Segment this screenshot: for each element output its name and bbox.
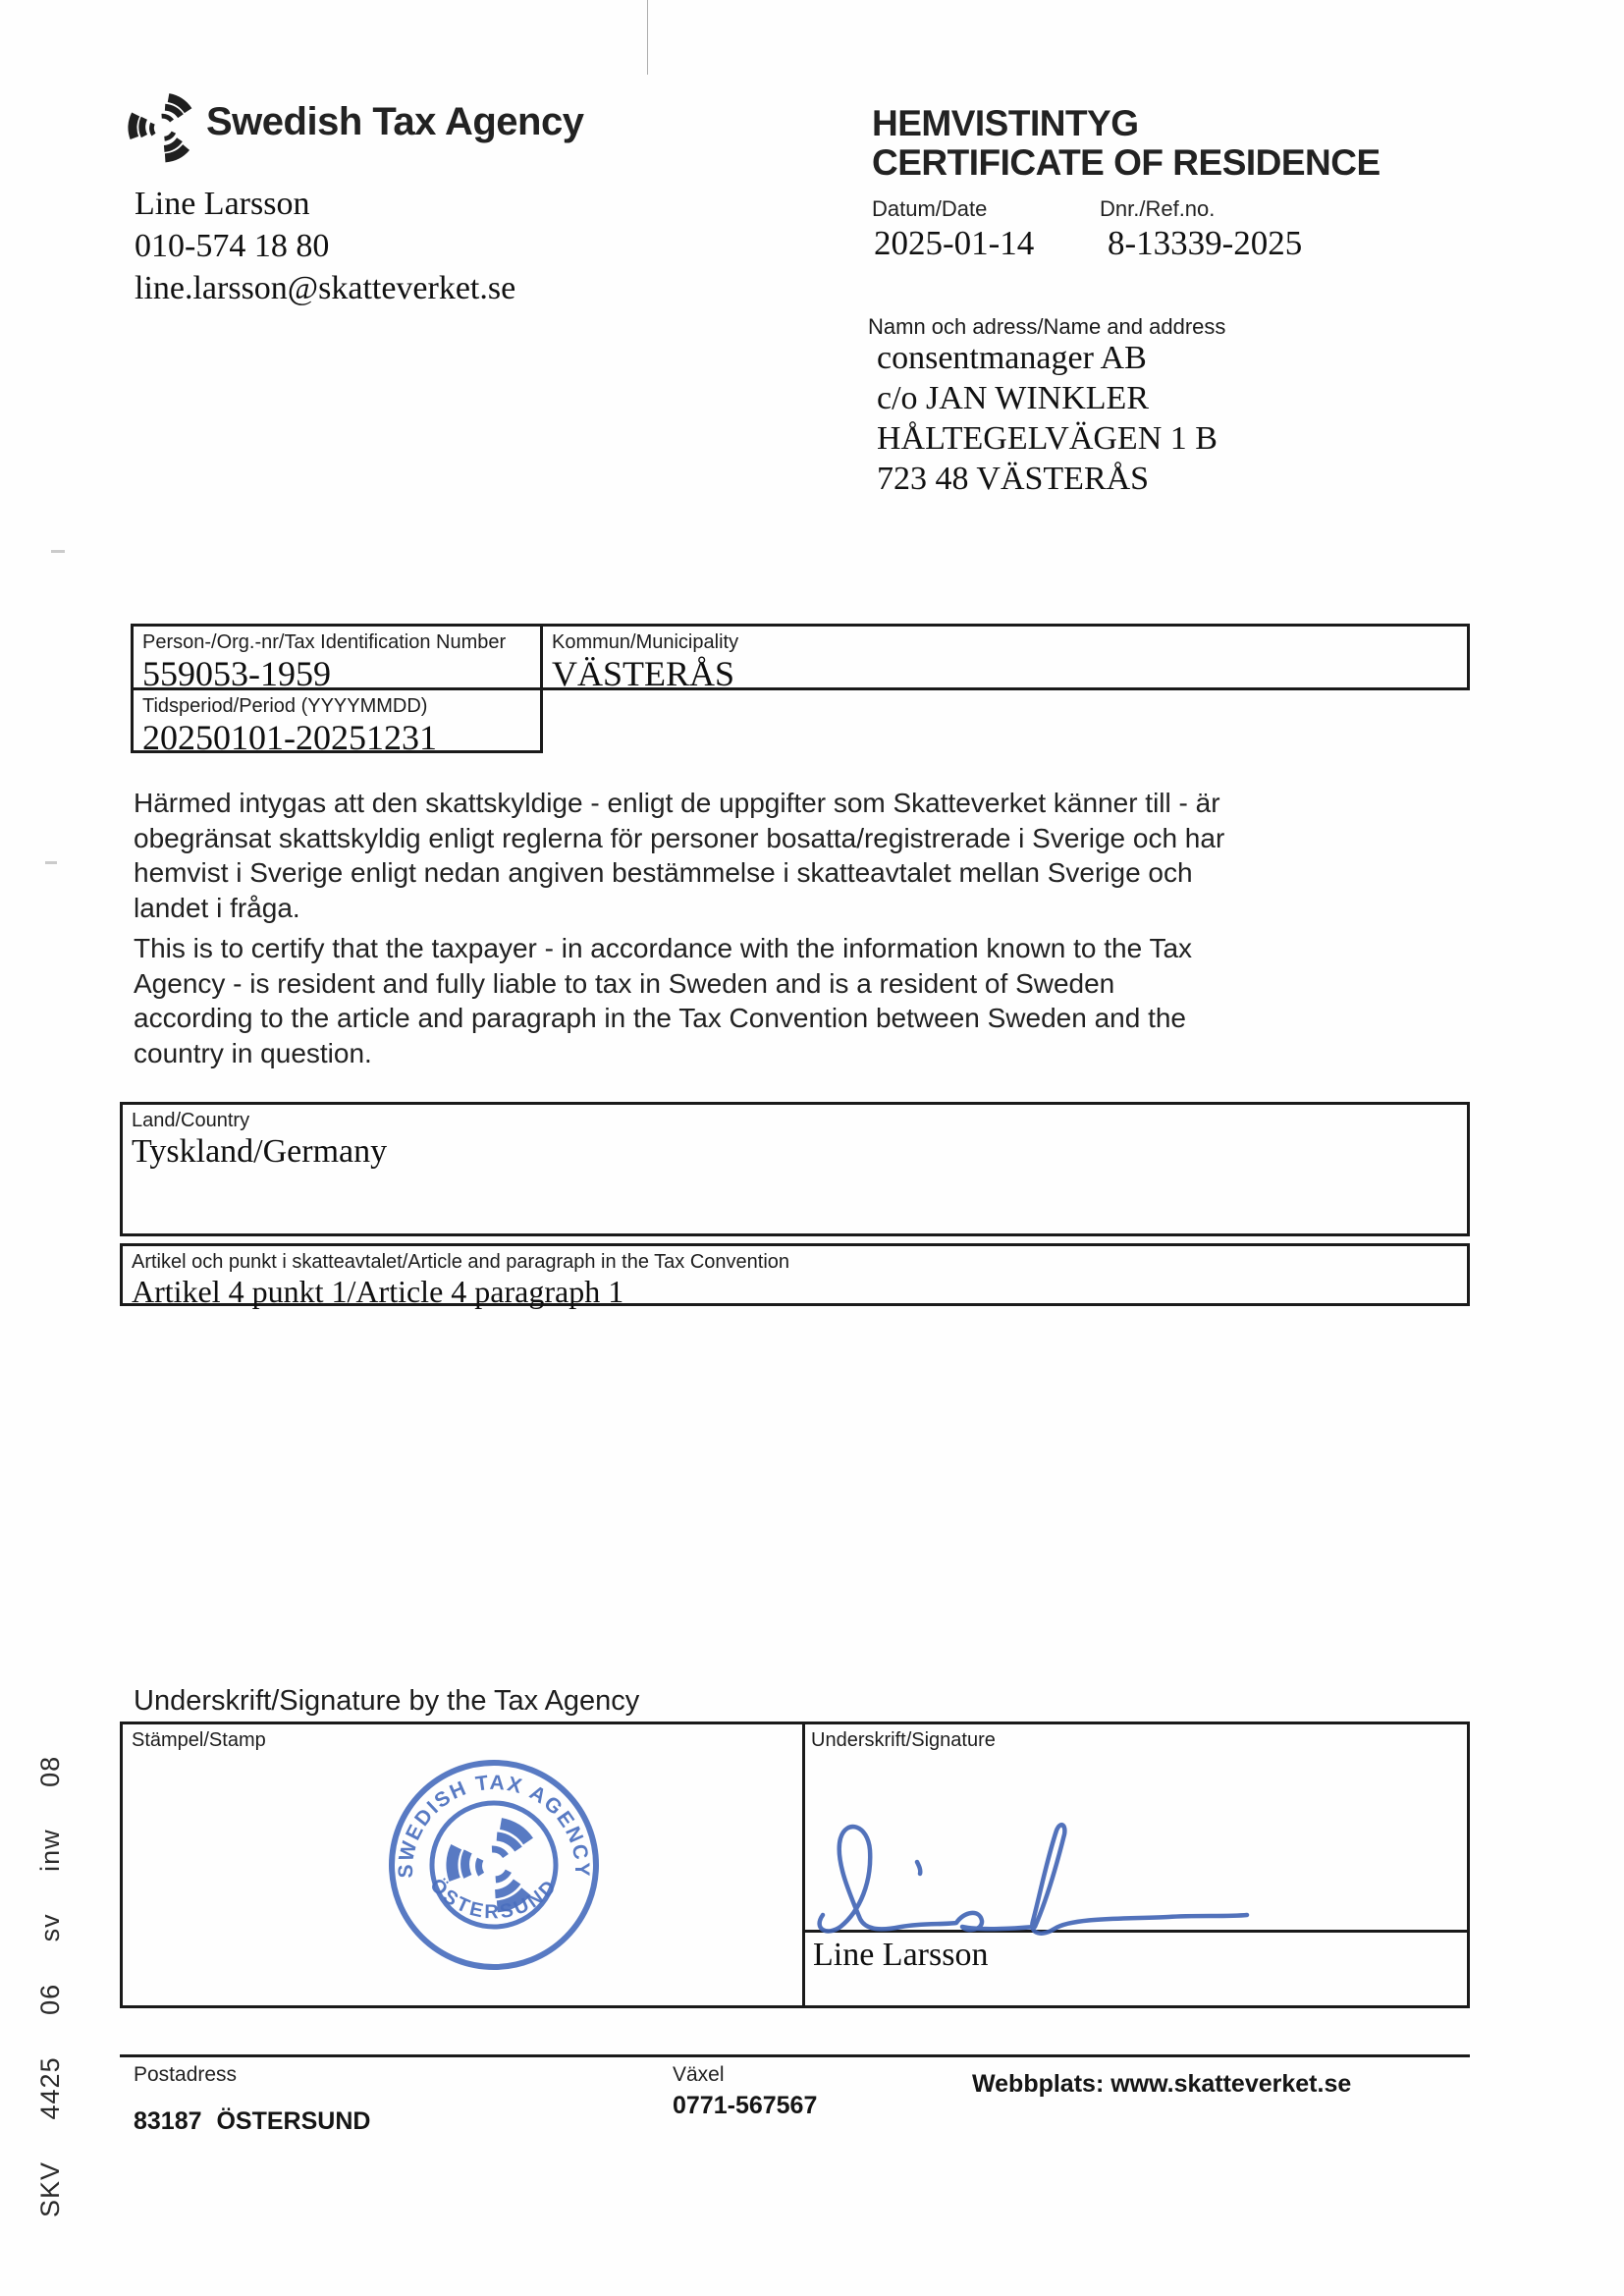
certification-paragraph-english: This is to certify that the taxpayer - in accordance with the information known to the Tax Agency - is resident and fully liable to tax in Sweden and is a resident of Sweden according to the article and paragraph in the Tax Convention between Sweden and the country in question. bbox=[134, 933, 1193, 1068]
tax-agency-logo-icon bbox=[128, 90, 198, 165]
scan-artifact-line bbox=[647, 0, 648, 75]
period-value: 20250101-20251231 bbox=[142, 718, 437, 757]
period-cell bbox=[131, 687, 543, 757]
contact-email: line.larsson@skatteverket.se bbox=[135, 270, 516, 306]
tax-id-value: 559053-1959 bbox=[142, 654, 331, 693]
address-line: c/o JAN WINKLER bbox=[877, 380, 1149, 416]
stamp-text-top: SWEDISH TAX AGENCY bbox=[394, 1771, 594, 1879]
tax-agency-stamp bbox=[380, 1751, 608, 1979]
document-title-english: CERTIFICATE OF RESIDENCE bbox=[872, 142, 1380, 183]
address-line: 723 48 VÄSTERÅS bbox=[877, 461, 1150, 497]
municipality-cell bbox=[543, 624, 1470, 693]
phone-label: Växel bbox=[673, 2063, 725, 2086]
article-label: Artikel och punkt i skatteavtalet/Article and paragraph in the Tax Convention bbox=[132, 1251, 790, 1273]
tax-id-cell bbox=[131, 624, 543, 693]
date-label: Datum/Date bbox=[872, 196, 988, 221]
tax-id-label: Person-/Org.-nr/Tax Identification Number bbox=[142, 631, 507, 653]
document-title bbox=[872, 104, 1380, 183]
country-value: Tyskland/Germany bbox=[132, 1133, 388, 1170]
contact-phone: 010-574 18 80 bbox=[135, 228, 330, 264]
signer-name: Line Larsson bbox=[813, 1937, 989, 1973]
signature-box-divider bbox=[802, 1724, 805, 2005]
stamp-label: Stämpel/Stamp bbox=[132, 1729, 266, 1751]
scan-artifact-mark bbox=[45, 861, 57, 864]
address-block bbox=[877, 338, 1218, 499]
country-label: Land/Country bbox=[132, 1110, 250, 1131]
contact-name: Line Larsson bbox=[135, 186, 310, 222]
article-value: Artikel 4 punkt 1/Article 4 paragraph 1 bbox=[132, 1274, 624, 1309]
municipality-label: Kommun/Municipality bbox=[552, 631, 739, 653]
handwritten-signature bbox=[807, 1805, 1278, 1942]
ref-value: 8-13339-2025 bbox=[1108, 224, 1303, 262]
ref-label: Dnr./Ref.no. bbox=[1100, 196, 1216, 221]
phone-value: 0771-567567 bbox=[673, 2092, 818, 2119]
address-line: HÅLTEGELVÄGEN 1 B bbox=[877, 420, 1218, 457]
svg-text:ÖSTERSUND bbox=[425, 1874, 562, 1923]
signature-label: Underskrift/Signature bbox=[811, 1729, 996, 1751]
website-text: Webbplats: www.skatteverket.se bbox=[972, 2070, 1352, 2098]
form-code-vertical: SKV 4425 06 sv inw 08 bbox=[35, 1755, 65, 2217]
stamp-text-bottom: ÖSTERSUND bbox=[425, 1874, 563, 1924]
period-label: Tidsperiod/Period (YYYYMMDD) bbox=[142, 695, 428, 717]
postal-value: 83187 ÖSTERSUND bbox=[134, 2107, 371, 2135]
postal-label: Postadress bbox=[134, 2063, 238, 2086]
country-box bbox=[120, 1102, 1470, 1236]
certification-paragraph-swedish: Härmed intygas att den skattskyldige - enligt de uppgifter som Skatteverket känner till - är obegränsat skattskyldig enligt reglerna för personer bosatta/registrerade i Sverige och har hemvist i Sverige enligt nedan angiven bestämmelse i skatteavtalet mellan Sverige och landet i fråga. bbox=[134, 788, 1225, 923]
footer-rule bbox=[120, 2054, 1470, 2057]
municipality-value: VÄSTERÅS bbox=[552, 654, 735, 693]
scan-artifact-mark bbox=[51, 550, 65, 553]
date-value: 2025-01-14 bbox=[874, 224, 1035, 262]
article-box bbox=[120, 1243, 1470, 1309]
contact-block bbox=[135, 183, 515, 309]
address-label: Namn och adress/Name and address bbox=[868, 314, 1226, 339]
document-title-swedish: HEMVISTINTYG bbox=[872, 103, 1139, 143]
agency-name: Swedish Tax Agency bbox=[206, 100, 584, 143]
signature-section-heading: Underskrift/Signature by the Tax Agency bbox=[134, 1685, 640, 1717]
address-line: consentmanager AB bbox=[877, 340, 1147, 376]
